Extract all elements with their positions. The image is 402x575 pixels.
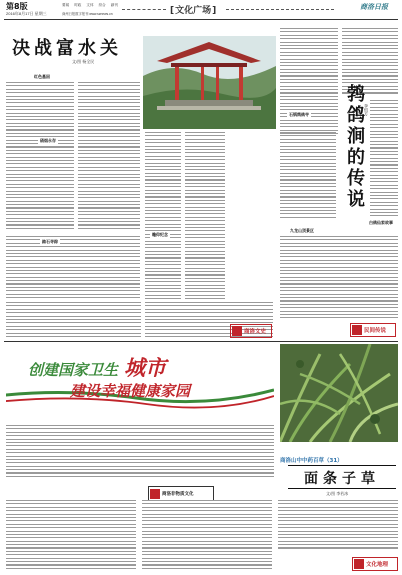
banner-line1-big: 城市	[124, 356, 167, 380]
section-rule	[4, 341, 398, 342]
nav-item: 时政	[74, 3, 82, 7]
nav-row	[62, 3, 118, 8]
nav-item: 副刊	[110, 3, 118, 7]
series-label: 商洛山中中药百草（31）	[280, 458, 343, 464]
banner-line2: 建设幸福健康家园	[70, 382, 191, 400]
nav-item: 文体	[86, 3, 94, 7]
page-number: 第8版	[6, 2, 28, 11]
tag-label: 商洛非物质文化	[162, 491, 194, 497]
article1-text-col4	[185, 132, 225, 302]
banner-line1-text: 创建国家卫生	[28, 361, 119, 379]
seal-icon	[150, 489, 160, 499]
article1-subhead: 瞻仰纪念	[152, 232, 168, 237]
grass-photo	[280, 344, 398, 442]
article1-title: 决战富水关	[12, 38, 122, 59]
tag-label: 民间传说	[364, 328, 387, 334]
series-title-box	[288, 465, 396, 489]
health-banner	[6, 346, 274, 422]
series-text-1	[6, 500, 136, 572]
article1-text-col3	[145, 132, 181, 302]
tag-非遗	[148, 486, 214, 501]
series-byline: 文/图 李若冰	[326, 491, 349, 496]
section-title-text: 文化广场	[175, 6, 212, 16]
masthead	[0, 0, 402, 22]
date-text: 2016年8月17日 星期三	[6, 11, 47, 16]
article1-text-col2	[78, 82, 140, 232]
article2-byline: 李绍方	[364, 104, 369, 116]
article2-title: 鹁鸽涧的传说	[344, 84, 365, 210]
series-text-2	[142, 500, 272, 572]
article2-subhead: 白鸽仙家故事	[369, 220, 393, 225]
tag-label: 商洛文史	[244, 329, 267, 335]
article1-subhead: 踏石寻踪	[42, 239, 58, 244]
article2-text-right	[370, 100, 398, 220]
nav-item: 综合	[98, 3, 106, 7]
seal-icon	[352, 325, 362, 335]
article1-text-wide	[6, 302, 141, 340]
tag-商洛文史	[230, 324, 272, 338]
header-info: 商州日报数字报刊 www.sznews.cn	[62, 12, 113, 16]
pavilion-photo	[143, 36, 276, 129]
tag-label: 文化地理	[366, 562, 389, 568]
article2-text-mid	[280, 132, 336, 222]
seal-icon	[354, 559, 364, 569]
article2-text-bottom	[280, 236, 398, 320]
brand-logo: 商洛日报	[360, 3, 388, 11]
header-rule	[4, 19, 398, 20]
article2-subhead: 石锅鹁鸽寺	[289, 112, 309, 117]
tag-文化地理	[352, 557, 398, 571]
article1-text-bottom	[6, 236, 140, 300]
section-title: [文化广场]	[170, 6, 217, 16]
banner-text	[6, 425, 274, 481]
article1-text-col1	[6, 82, 74, 232]
banner-line1	[28, 352, 166, 382]
nav-item: 要闻	[62, 3, 70, 7]
series-title: 面条子草	[304, 471, 380, 487]
seal-icon	[232, 326, 242, 336]
article1-subhead: 红色基因	[34, 74, 50, 79]
article2-text-top	[280, 28, 338, 138]
section-dash-right	[226, 9, 334, 10]
article2-subhead: 九龙山顶景区	[290, 228, 314, 233]
tag-民间传说	[350, 323, 396, 337]
article1-byline: 文/图 杨全民	[72, 59, 95, 64]
article1-subhead: 硝烟永存	[40, 138, 56, 143]
series-text-3	[278, 500, 398, 552]
section-dash-left	[122, 9, 166, 10]
